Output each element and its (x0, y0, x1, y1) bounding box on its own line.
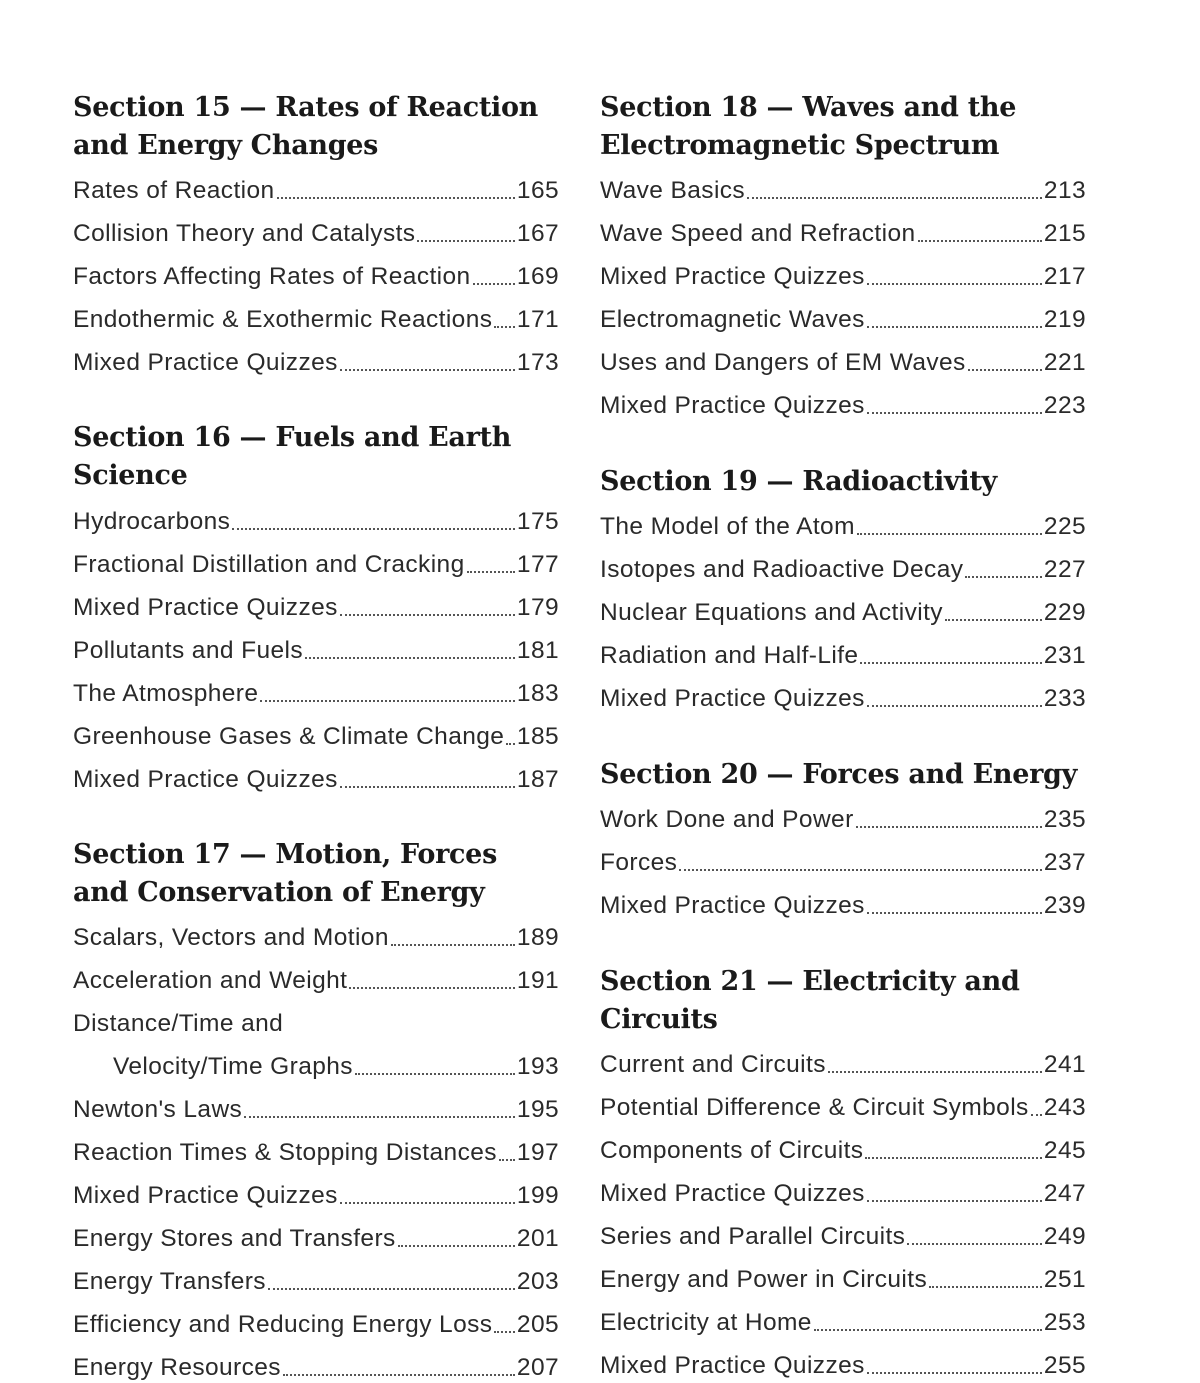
entry-page: 177 (516, 551, 559, 578)
toc-entry[interactable] (73, 917, 559, 953)
toc-entry[interactable] (600, 799, 1086, 835)
entry-label: Wave Speed and Refraction (600, 220, 916, 247)
dot-leader (506, 743, 515, 745)
section-title-line: Section 19 — Radioactivity (600, 466, 997, 497)
entry-page: 249 (1043, 1223, 1086, 1250)
toc-entry[interactable] (73, 960, 559, 996)
dot-leader (867, 912, 1042, 914)
entry-page: 185 (516, 723, 559, 750)
entry-label: Series and Parallel Circuits (600, 1223, 906, 1250)
entry-label: Radiation and Half-Life (600, 642, 859, 669)
dot-leader (856, 826, 1042, 828)
entry-label: Mixed Practice Quizzes (73, 1182, 338, 1209)
entry-page: 213 (1043, 177, 1086, 204)
entry-page: 183 (516, 680, 559, 707)
entry-page: 193 (516, 1053, 559, 1080)
section-19-title (600, 463, 1086, 501)
entry-label: Greenhouse Gases & Climate Change (73, 723, 505, 750)
toc-entry[interactable] (600, 256, 1086, 292)
section-title-line: Electromagnetic Spectrum (600, 130, 1000, 161)
section-title-line: Section 18 — Waves and the (600, 92, 1017, 123)
section-title-line: and Conservation of Energy (73, 877, 485, 908)
toc-entry[interactable] (73, 587, 559, 623)
section-title-line: Science (73, 460, 188, 491)
section-21-title (600, 963, 1086, 1039)
entry-label: Efficiency and Reducing Energy Loss (73, 1311, 493, 1338)
entry-label: Scalars, Vectors and Motion (73, 924, 389, 951)
section-15-title (73, 89, 559, 165)
entry-label: Electromagnetic Waves (600, 306, 865, 333)
dot-leader (929, 1286, 1042, 1288)
dot-leader (340, 1202, 515, 1204)
entry-page: 215 (1043, 220, 1086, 247)
toc-entry[interactable] (600, 385, 1086, 421)
dot-leader (398, 1245, 515, 1247)
entry-page: 217 (1043, 263, 1086, 290)
entry-label: Current and Circuits (600, 1051, 826, 1078)
dot-leader (494, 326, 515, 328)
entry-label: Mixed Practice Quizzes (600, 892, 865, 919)
section-title-line: and Energy Changes (73, 130, 379, 161)
dot-leader (865, 1157, 1041, 1159)
section-16-title (73, 419, 559, 495)
entry-page: 197 (516, 1139, 559, 1166)
toc-entry[interactable] (600, 635, 1086, 671)
toc-entry[interactable] (600, 1130, 1086, 1166)
entry-label: Velocity/Time Graphs (113, 1053, 353, 1080)
entry-label: Newton's Laws (73, 1096, 243, 1123)
entry-label: Collision Theory and Catalysts (73, 220, 416, 247)
dot-leader (918, 240, 1042, 242)
section-title-line: Section 15 — Rates of Reaction (73, 92, 539, 123)
dot-leader (244, 1116, 515, 1118)
toc-entry[interactable] (73, 544, 559, 580)
toc-entry[interactable] (73, 501, 559, 537)
entry-label: Isotopes and Radioactive Decay (600, 556, 964, 583)
entry-label: Components of Circuits (600, 1137, 864, 1164)
entry-page: 223 (1043, 392, 1086, 419)
entry-page: 189 (516, 924, 559, 951)
entry-page: 219 (1043, 306, 1086, 333)
toc-entry[interactable] (600, 170, 1086, 206)
entry-label: Energy Transfers (73, 1268, 266, 1295)
entry-label: Energy Resources (73, 1354, 281, 1381)
entry-page: 167 (516, 220, 559, 247)
toc-entry[interactable] (600, 299, 1086, 335)
entry-page: 239 (1043, 892, 1086, 919)
entry-label: Electricity at Home (600, 1309, 812, 1336)
toc-entry[interactable] (73, 170, 559, 206)
dot-leader (355, 1073, 515, 1075)
entry-page: 179 (516, 594, 559, 621)
entry-label: Energy Stores and Transfers (73, 1225, 396, 1252)
dot-leader (260, 700, 515, 702)
dot-leader (679, 869, 1042, 871)
toc-entry[interactable] (73, 213, 559, 249)
section-title-line: Section 17 — Motion, Forces (73, 839, 497, 870)
dot-leader (340, 614, 515, 616)
dot-leader (965, 576, 1042, 578)
toc-entry[interactable] (73, 759, 559, 795)
entry-page: 207 (516, 1354, 559, 1381)
entry-page: 187 (516, 766, 559, 793)
toc-entry[interactable] (73, 1175, 559, 1211)
toc-entry[interactable] (73, 1218, 559, 1254)
entry-label: Wave Basics (600, 177, 746, 204)
entry-page: 181 (516, 637, 559, 664)
dot-leader (305, 657, 515, 659)
section-title-line: Section 16 — Fuels and Earth (73, 422, 512, 453)
entry-page: 221 (1043, 349, 1086, 376)
dot-leader (499, 1159, 515, 1161)
entry-label: Fractional Distillation and Cracking (73, 551, 465, 578)
entry-label: Hydrocarbons (73, 508, 231, 535)
toc-entry[interactable] (73, 1304, 559, 1340)
toc-entry[interactable] (73, 342, 559, 378)
entry-label: Reaction Times & Stopping Distances (73, 1139, 497, 1166)
toc-entry[interactable] (73, 1089, 559, 1125)
entry-page: 231 (1043, 642, 1086, 669)
section-20-title (600, 756, 1086, 794)
toc-entry[interactable] (73, 256, 559, 292)
entry-page: 247 (1043, 1180, 1086, 1207)
dot-leader (473, 283, 515, 285)
entry-label: The Model of the Atom (600, 513, 855, 540)
dot-leader (1031, 1114, 1042, 1116)
toc-entry[interactable] (600, 592, 1086, 628)
entry-page: 243 (1043, 1094, 1086, 1121)
entry-label: Work Done and Power (600, 806, 854, 833)
toc-entry[interactable] (600, 678, 1086, 714)
toc-entry[interactable] (600, 1173, 1086, 1209)
dot-leader (828, 1071, 1042, 1073)
toc-entry[interactable] (600, 1259, 1086, 1295)
dot-leader (340, 369, 515, 371)
dot-leader (907, 1243, 1042, 1245)
dot-leader (867, 1200, 1042, 1202)
dot-leader (968, 369, 1042, 371)
entry-page: 253 (1043, 1309, 1086, 1336)
toc-entry[interactable] (73, 716, 559, 752)
entry-label: Distance/Time and (73, 1010, 284, 1037)
toc-entry[interactable] (600, 549, 1086, 585)
toc-entry[interactable] (600, 1345, 1086, 1381)
entry-label: Rates of Reaction (73, 177, 275, 204)
entry-page: 205 (516, 1311, 559, 1338)
entry-label: Mixed Practice Quizzes (600, 685, 865, 712)
entry-page: 175 (516, 508, 559, 535)
toc-entry[interactable] (600, 1087, 1086, 1123)
entry-page: 255 (1043, 1352, 1086, 1379)
entry-page: 171 (516, 306, 559, 333)
toc-entry[interactable] (73, 1261, 559, 1297)
entry-page: 191 (516, 967, 559, 994)
entry-page: 195 (516, 1096, 559, 1123)
toc-entry[interactable] (73, 1132, 559, 1168)
toc-entry-continued[interactable] (73, 1003, 559, 1039)
toc-entry[interactable] (600, 506, 1086, 542)
entry-page: 169 (516, 263, 559, 290)
dot-leader (467, 571, 515, 573)
toc-entry[interactable] (600, 213, 1086, 249)
entry-label: Acceleration and Weight (73, 967, 348, 994)
entry-page: 251 (1043, 1266, 1086, 1293)
toc-entry[interactable] (600, 1302, 1086, 1338)
entry-label: Mixed Practice Quizzes (600, 1352, 865, 1379)
entry-page: 173 (516, 349, 559, 376)
entry-label: Mixed Practice Quizzes (600, 263, 865, 290)
toc-entry[interactable] (73, 673, 559, 709)
dot-leader (340, 786, 515, 788)
entry-page: 201 (516, 1225, 559, 1252)
dot-leader (857, 533, 1042, 535)
entry-label: Pollutants and Fuels (73, 637, 303, 664)
toc-entry[interactable] (73, 630, 559, 666)
entry-label: Endothermic & Exothermic Reactions (73, 306, 493, 333)
entry-label: Uses and Dangers of EM Waves (600, 349, 966, 376)
dot-leader (814, 1329, 1042, 1331)
dot-leader (867, 705, 1042, 707)
entry-page: 227 (1043, 556, 1086, 583)
entry-page: 237 (1043, 849, 1086, 876)
dot-leader (860, 662, 1041, 664)
entry-page: 225 (1043, 513, 1086, 540)
toc-entry[interactable] (73, 1347, 559, 1383)
entry-label: Mixed Practice Quizzes (73, 766, 338, 793)
dot-leader (494, 1331, 515, 1333)
dot-leader (867, 1372, 1042, 1374)
entry-page: 165 (516, 177, 559, 204)
toc-entry[interactable] (600, 342, 1086, 378)
dot-leader (417, 240, 514, 242)
dot-leader (945, 619, 1042, 621)
dot-leader (867, 412, 1042, 414)
entry-label: Nuclear Equations and Activity (600, 599, 943, 626)
toc-entry[interactable] (73, 299, 559, 335)
toc-entry[interactable] (600, 1216, 1086, 1252)
entry-page: 245 (1043, 1137, 1086, 1164)
dot-leader (277, 197, 515, 199)
entry-label: Mixed Practice Quizzes (73, 594, 338, 621)
section-18-title (600, 89, 1086, 165)
dot-leader (268, 1288, 515, 1290)
entry-label: Mixed Practice Quizzes (73, 349, 338, 376)
entry-label: Forces (600, 849, 678, 876)
entry-label: Energy and Power in Circuits (600, 1266, 928, 1293)
dot-leader (867, 283, 1042, 285)
toc-entry[interactable] (600, 1044, 1086, 1080)
dot-leader (867, 326, 1042, 328)
section-title-line: Section 21 — Electricity and (600, 966, 1020, 997)
entry-page: 199 (516, 1182, 559, 1209)
section-17-title (73, 836, 559, 912)
entry-page: 241 (1043, 1051, 1086, 1078)
entry-label: Potential Difference & Circuit Symbols (600, 1094, 1029, 1121)
dot-leader (349, 987, 515, 989)
dot-leader (283, 1374, 515, 1376)
entry-label: Mixed Practice Quizzes (600, 392, 865, 419)
dot-leader (232, 528, 515, 530)
entry-label: Factors Affecting Rates of Reaction (73, 263, 471, 290)
entry-label: The Atmosphere (73, 680, 259, 707)
section-title-line: Section 20 — Forces and Energy (600, 759, 1077, 790)
entry-page: 233 (1043, 685, 1086, 712)
entry-label: Mixed Practice Quizzes (600, 1180, 865, 1207)
toc-entry[interactable] (73, 1046, 559, 1082)
entry-page: 235 (1043, 806, 1086, 833)
entry-page: 229 (1043, 599, 1086, 626)
section-title-line: Circuits (600, 1004, 718, 1035)
entry-page: 203 (516, 1268, 559, 1295)
toc-entry[interactable] (600, 885, 1086, 921)
dot-leader (747, 197, 1042, 199)
toc-entry[interactable] (600, 842, 1086, 878)
dot-leader (391, 944, 515, 946)
